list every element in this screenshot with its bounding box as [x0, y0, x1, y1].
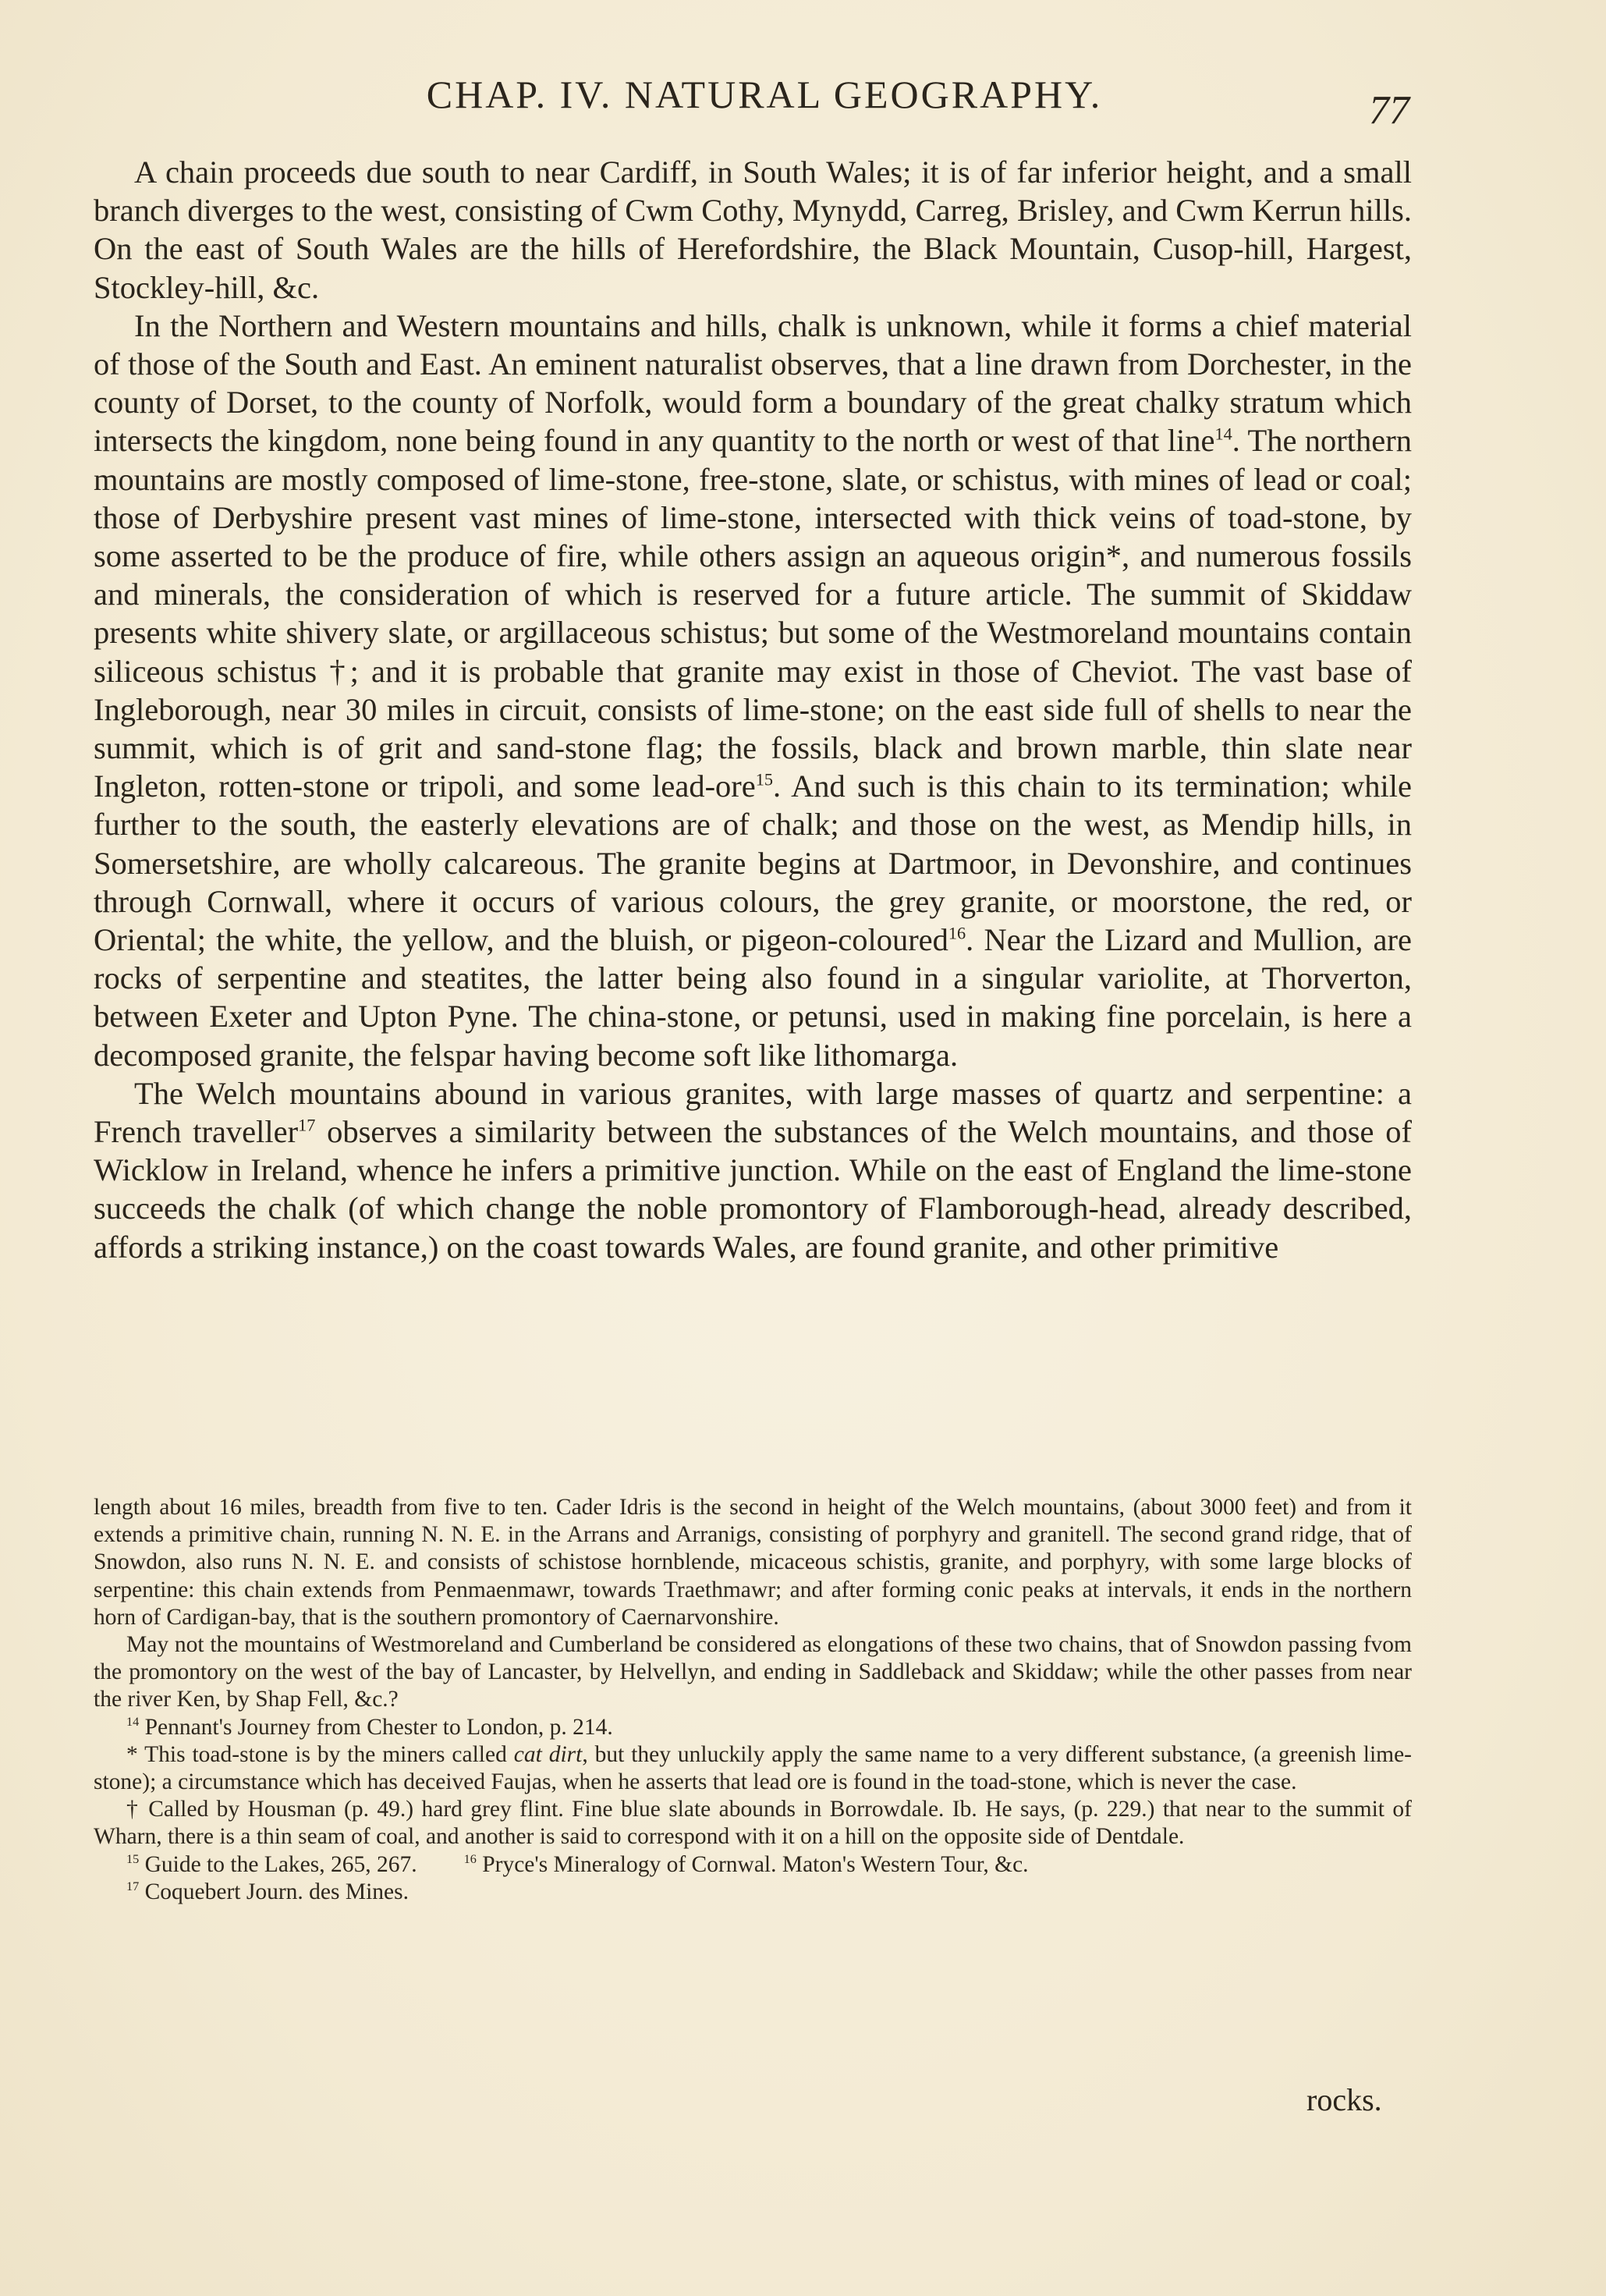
running-head: CHAP. IV. NATURAL GEOGRAPHY.	[426, 73, 1103, 116]
footnote-14-mark: 14	[126, 1714, 140, 1729]
footnote-15-mark: 15	[126, 1851, 140, 1866]
footnote-14-text: Pennant's Journey from Chester to London, p. 214.	[139, 1714, 613, 1740]
paragraph-2-text-c: . And such is this chain to its termination; while further to the south, the easterly elevations are of chalk; and those on the west, as Mendip hills, in Somersetshire, are wholly calcareous. The granite begins at Dartmoor, in Devonshire, and continues through Cornwall, where it occurs of various colours, the grey granite, or moorstone, the red, or Oriental; the white, the yellow, and the bluish, or pigeon-coloured	[94, 768, 1412, 958]
footnote-15-16	[94, 1851, 1412, 1879]
paragraph-2-text-b: . The northern mountains are mostly composed of lime-stone, free-stone, slate, or schistus, with mines of lead or coal; those of Derbyshire present vast mines of lime-stone, intersected with thick veins of toad-stone, by some asserted to be the produce of fire, while others assign an aqueous origin*, and numerous fossils and minerals, the consideration of which is reserved for a future article. The summit of Skiddaw presents white shivery slate, or argillaceous schistus; but some of the Westmoreland mountains contain siliceous schistus †; and it is probable that granite may exist in those of Cheviot. The vast base of Ingleborough, near 30 miles in circuit, consists of lime-stone; on the east side full of shells to near the summit, which is of grit and sand-stone flag; the fossils, black and brown marble, thin slate near Ingleton, rotten-stone or tripoli, and some lead-ore	[94, 423, 1413, 804]
catchword: rocks.	[1306, 2082, 1382, 2117]
footnote-star	[94, 1741, 1412, 1796]
footnote-17-text: Coquebert Journ. des Mines.	[139, 1879, 409, 1904]
paragraph-1-text: A chain proceeds due south to near Cardiff, in South Wales; it is of far inferior height, and a small branch diverges to the west, consisting of Cwm Cothy, Mynydd, Carreg, Brisley, and Cwm Kerrun hills. On the east of South Wales are the hills of Herefordshire, the Black Mountain, Cusop-hill, Hargest, Stockley-hill, &c.	[94, 154, 1412, 305]
paragraph-2-text-d: . Near the Lizard and Mullion, are rocks of serpentine and steatites, the latter being also found in a singular variolite, at Thorverton, between Exeter and Upton Pyne. The china-stone, or petunsi, used in making fine porcelain, is here a decomposed granite, the felspar having become soft like lithomarga.	[94, 922, 1412, 1073]
paragraph-3	[94, 1074, 1412, 1266]
footnote-14	[94, 1714, 1412, 1741]
paragraph-1	[94, 153, 1412, 307]
footnote-16-text: Pryce's Mineralogy of Cornwal. Maton's Western Tour, &c.	[476, 1851, 1029, 1877]
footnote-16	[464, 1851, 1029, 1879]
footnote-continued: length about 16 miles, breadth from five to ten. Cader Idris is the second in height of the Welch mountains, (about 3000 feet) and from it extends a primitive chain, running N. N. E. in the Arrans and Arranigs, consisting of porphyry and granitell. The second grand ridge, that of Snowdon, also runs N. N. E. and consists of schistose hornblende, micaceous schistis, granite, and porphyry, with some large blocks of serpentine: this chain extends from Penmaenmawr, towards Traethmawr; and after forming conic peaks at intervals, it ends in the northern horn of Cardigan-bay, that is the southern promontory of Caernarvonshire.	[94, 1495, 1412, 1630]
footnote-17	[94, 1879, 1412, 1906]
footnote-ref-15: 15	[755, 769, 774, 790]
footnote-star-italic: cat dirt	[513, 1741, 583, 1767]
footnote-star-text-b: , but they unluckily apply the same name to a very different substance, (a greenish lime-stone); a circumstance which has deceived Faujas, when he asserts that lead ore is found in the toad-stone, which is never the case.	[94, 1741, 1412, 1795]
footnote-17-mark: 17	[126, 1879, 140, 1894]
footnote-ref-17: 17	[298, 1115, 316, 1135]
footnote-16-mark: 16	[463, 1851, 477, 1866]
footnote-ref-16: 16	[948, 923, 966, 943]
page-number: 77	[1369, 88, 1409, 133]
paragraph-2	[94, 307, 1412, 1074]
footnote-dagger: † Called by Housman (p. 49.) hard grey flint. Fine blue slate abounds in Borrowdale. Ib. He says, (p. 229.) that near to the summit of Wharn, there is a thin seam of coal, and another is said to correspond with it on a hill on the opposite side of Dentdale.	[94, 1797, 1412, 1850]
footnote-query: May not the mountains of Westmoreland and Cumberland be considered as elongations of these two chains, that of Snowdon passing fvom the promontory on the west of the bay of Lancaster, by Helvellyn, and ending in Saddleback and Skiddaw; while the other passes from near the river Ken, by Shap Fell, &c.?	[94, 1632, 1412, 1712]
footnote-15-text: Guide to the Lakes, 265, 267.	[139, 1851, 417, 1877]
main-text	[94, 153, 1412, 1266]
paragraph-2-text-a: In the Northern and Western mountains and hills, chalk is unknown, while it forms a chief material of those of the South and East. An eminent naturalist observes, that a line drawn from Dorchester, in the county of Dorset, to the county of Norfolk, would form a boundary of the great chalky stratum which intersects the kingdom, none being found in any quantity to the north or west of that line	[94, 307, 1412, 459]
footnote-15	[126, 1851, 417, 1879]
footnote-star-text-a: * This toad-stone is by the miners called	[126, 1741, 514, 1767]
footnote-ref-14: 14	[1214, 424, 1232, 444]
footnotes	[94, 1494, 1412, 1906]
paragraph-3-text-b: observes a similarity between the substances of the Welch mountains, and those of Wicklow in Ireland, whence he infers a primitive junction. While on the east of England the lime-stone succeeds the chalk (of which change the noble promontory of Flamborough-head, already described, affords a striking instance,) on the coast towards Wales, are found granite, and other primitive	[94, 1114, 1412, 1265]
paragraph-3-text-a: The Welch mountains abound in various granites, with large masses of quartz and serpentine: a French traveller	[94, 1075, 1412, 1150]
